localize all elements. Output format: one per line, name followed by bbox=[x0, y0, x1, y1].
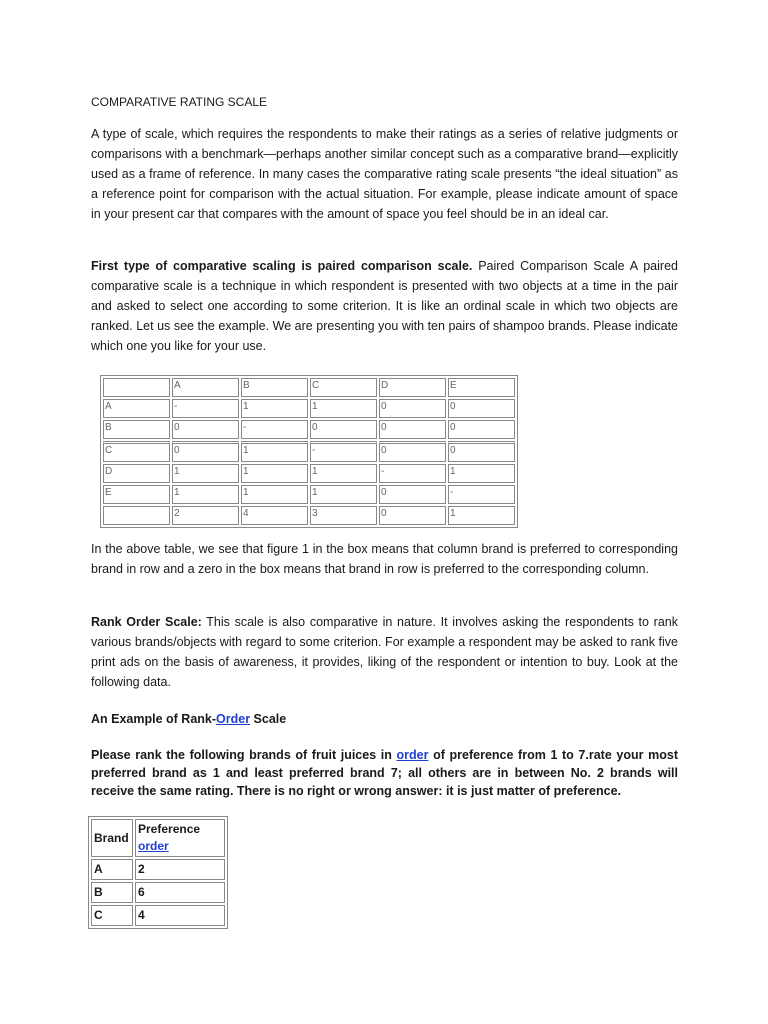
table-cell: 4 bbox=[135, 905, 225, 926]
preference-header-text: Preference bbox=[138, 822, 201, 836]
table-cell: D bbox=[379, 378, 446, 397]
paired-comparison-text: Paired Comparison Scale A paired comparative scale is a technique in which respondent is presented with two objects at a time in the pair and asked to select one according to some criterion. It is like an ordinal scale in which two objects are ranked. Let us see the example. We are presenting you with ten pairs of shampoo brands. Please indicate which one you like for your use. bbox=[91, 259, 678, 353]
table-cell: 1 bbox=[310, 485, 377, 504]
table-cell: 0 bbox=[379, 441, 446, 462]
table-cell bbox=[103, 378, 170, 397]
table-cell: 1 bbox=[241, 464, 308, 483]
table-cell: - bbox=[172, 399, 239, 418]
table-cell: - bbox=[310, 441, 377, 462]
rank-order-example-heading bbox=[91, 709, 678, 729]
table-row bbox=[103, 485, 515, 504]
table-row bbox=[103, 441, 515, 462]
rank-order-heading: Rank Order Scale: bbox=[91, 615, 202, 629]
table-cell: 1 bbox=[448, 506, 515, 525]
preference-header bbox=[135, 819, 225, 857]
table-cell: 1 bbox=[172, 464, 239, 483]
table-row bbox=[91, 882, 225, 903]
table-cell: - bbox=[379, 464, 446, 483]
table-cell: - bbox=[241, 420, 308, 439]
table-cell: A bbox=[172, 378, 239, 397]
order-link[interactable]: order bbox=[396, 748, 429, 762]
table-cell: 0 bbox=[379, 506, 446, 525]
table-cell: B bbox=[103, 420, 170, 439]
page-title: COMPARATIVE RATING SCALE bbox=[91, 95, 268, 109]
rank-instructions-paragraph bbox=[91, 746, 678, 800]
table-cell: 1 bbox=[172, 485, 239, 504]
table-cell: 1 bbox=[241, 485, 308, 504]
table-cell: 2 bbox=[172, 506, 239, 525]
table-cell: 0 bbox=[172, 441, 239, 462]
rank-order-paragraph bbox=[91, 612, 678, 692]
table-cell: B bbox=[241, 378, 308, 397]
instructions-text-before: Please rank the following brands of fruit juices in bbox=[91, 748, 397, 762]
table-cell: 1 bbox=[241, 399, 308, 418]
table-cell: 0 bbox=[379, 399, 446, 418]
table-row bbox=[103, 464, 515, 483]
heading-text-after: Scale bbox=[250, 712, 287, 726]
table-cell: E bbox=[103, 485, 170, 504]
table-cell: 1 bbox=[241, 441, 308, 462]
table-cell: 6 bbox=[135, 882, 225, 903]
table-cell: - bbox=[448, 485, 515, 504]
table-cell: A bbox=[91, 859, 133, 880]
table-cell: D bbox=[103, 464, 170, 483]
table-cell: 2 bbox=[135, 859, 225, 880]
table-row bbox=[91, 905, 225, 926]
rank-order-text: This scale is also comparative in nature. It involves asking the respondents to rank various brands/objects with regard to some criterion. For example a respondent may be asked to rank five print ads on the basis of awareness, it provides, liking of the respondent or intention to buy. Look at the following data. bbox=[91, 615, 678, 689]
table-cell: 0 bbox=[379, 485, 446, 504]
table-cell: 1 bbox=[310, 464, 377, 483]
table-row bbox=[103, 420, 515, 439]
brand-header: Brand bbox=[91, 819, 133, 857]
paired-comparison-table bbox=[100, 375, 518, 528]
order-link[interactable]: order bbox=[138, 839, 169, 853]
table-cell: C bbox=[91, 905, 133, 926]
table-cell: 0 bbox=[310, 420, 377, 439]
table-cell bbox=[103, 506, 170, 525]
paired-comparison-heading: First type of comparative scaling is paired comparison scale. bbox=[91, 259, 473, 273]
table-cell: C bbox=[103, 441, 170, 462]
table-cell: 0 bbox=[448, 420, 515, 439]
rank-order-table bbox=[88, 816, 228, 929]
order-link[interactable]: Order bbox=[216, 712, 251, 726]
table-cell: 1 bbox=[310, 399, 377, 418]
table-cell: 1 bbox=[448, 464, 515, 483]
table-row bbox=[103, 399, 515, 418]
table-cell: E bbox=[448, 378, 515, 397]
table-row bbox=[91, 859, 225, 880]
table-cell: 0 bbox=[172, 420, 239, 439]
heading-text-before: An Example of Rank- bbox=[91, 712, 217, 726]
table-cell: 3 bbox=[310, 506, 377, 525]
table-cell: 0 bbox=[448, 399, 515, 418]
intro-paragraph: A type of scale, which requires the respondents to make their ratings as a series of relative judgments or comparisons with a benchmark—perhaps another similar concept such as a comparative brand—explicitly used as a frame of reference. In many cases the comparative rating scale presents “the ideal situation” as a reference point for comparison with the actual situation. For example, please indicate amount of space in your present car that compares with the amount of space you feel should be in an ideal car. bbox=[91, 127, 678, 221]
table-cell: 0 bbox=[379, 420, 446, 439]
instructions-text-after: of preference from 1 to 7.rate your most preferred brand as 1 and least preferred brand 7; all others are in between No. 2 brands will receive the same rating. There is no right or wrong answer: it is just matter of preference. bbox=[91, 748, 678, 798]
table-header-row bbox=[91, 819, 225, 857]
table-cell: A bbox=[103, 399, 170, 418]
table-header-row bbox=[103, 378, 515, 397]
table-explanation-paragraph: In the above table, we see that figure 1 in the box means that column brand is preferred to corresponding brand in row and a zero in the box means that brand in row is preferred to the corresponding column. bbox=[91, 542, 678, 576]
table-cell: 0 bbox=[448, 441, 515, 462]
table-cell: C bbox=[310, 378, 377, 397]
table-cell: 4 bbox=[241, 506, 308, 525]
table-total-row bbox=[103, 506, 515, 525]
table-cell: B bbox=[91, 882, 133, 903]
paired-comparison-paragraph bbox=[91, 256, 678, 356]
